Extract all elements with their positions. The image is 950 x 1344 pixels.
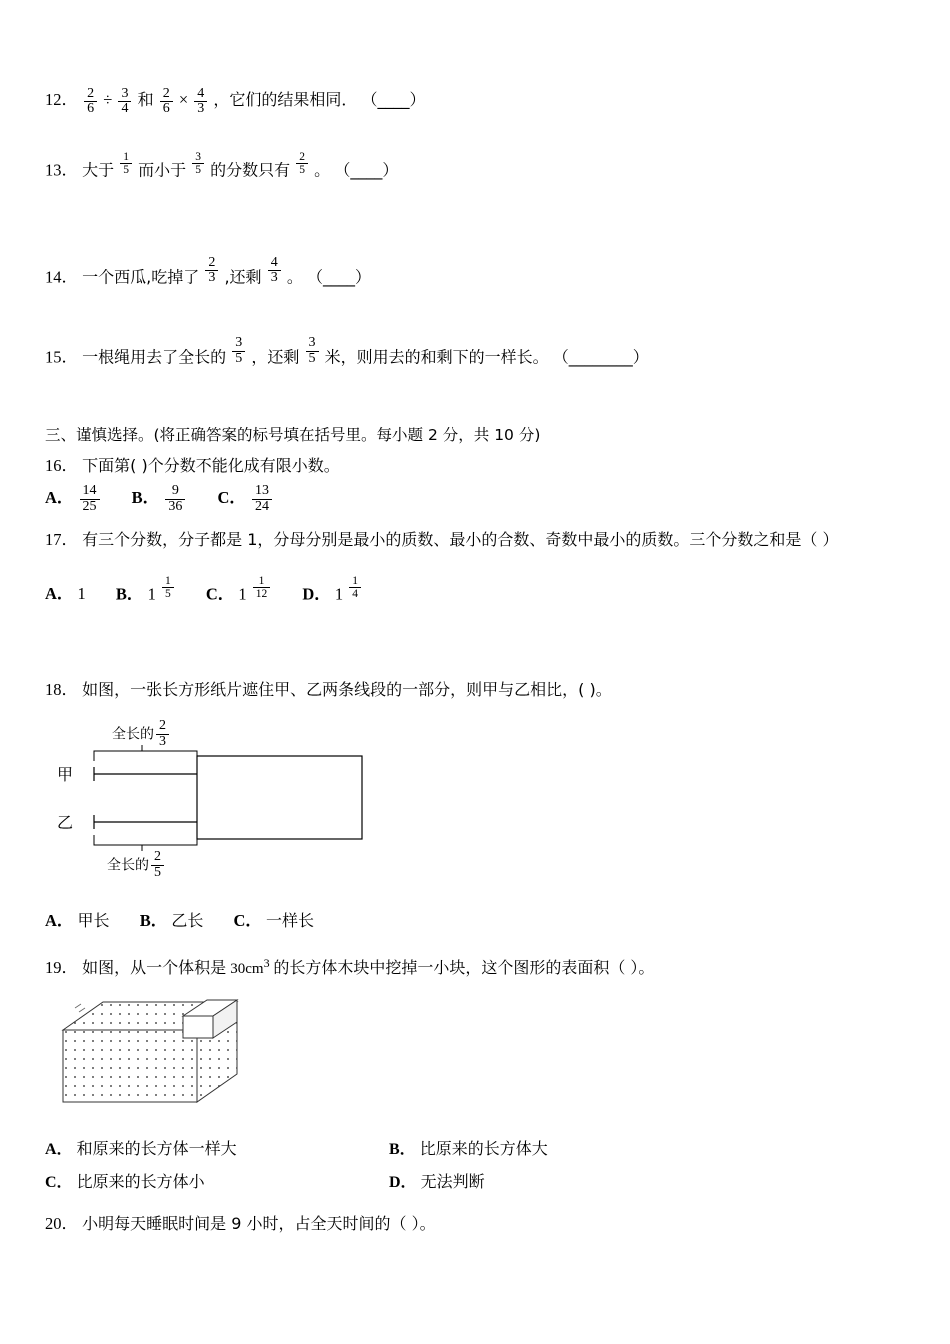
- option-19-c-label: C．: [45, 1174, 73, 1192]
- question-19-stem-a: 如图，从一个体积是: [82, 958, 227, 978]
- fraction-1-5-b: $\frac{1}{5}$: [162, 575, 174, 600]
- option-17-c[interactable]: [206, 575, 272, 612]
- question-15-text-b: ，还剩: [251, 347, 300, 367]
- question-14: [45, 256, 905, 293]
- question-13-line: [45, 151, 905, 186]
- question-18-figure: [57, 719, 457, 884]
- figure-18-svg: [57, 719, 457, 884]
- question-18-number: 18．: [45, 680, 78, 700]
- question-17: [45, 525, 905, 612]
- fraction-3-4: $\frac{3}{4}$: [118, 87, 131, 117]
- question-17-stem: 有三个分数，分子都是 1，分母分别是最小的质数、最小的合数、奇数中最小的质数。三个分数之和是（ ）: [82, 529, 839, 549]
- figure-18-top-label: 全长的 $\frac{2}{3}$: [112, 719, 171, 749]
- figure-19-svg: [55, 994, 285, 1119]
- figure-18-label-jia: 甲: [57, 765, 74, 785]
- fraction-2-3-fig: $\frac{2}{3}$: [156, 719, 169, 749]
- question-18-stem-line: [45, 675, 905, 705]
- option-17-b[interactable]: [116, 575, 176, 612]
- figure-18-label-yi: 乙: [57, 813, 74, 833]
- question-16-options: [45, 481, 905, 515]
- question-18-options: [45, 904, 905, 938]
- fraction-2-6: $\frac{2}{6}$: [84, 87, 97, 117]
- fraction-14-25: $\frac{14}{25}$: [80, 484, 100, 514]
- option-18-b[interactable]: [140, 904, 204, 938]
- operator-divide: ÷: [103, 90, 113, 109]
- question-20-number: 20．: [45, 1214, 78, 1234]
- operator-multiply: ×: [178, 90, 189, 109]
- question-20-stem-line: [45, 1209, 905, 1239]
- option-19-b[interactable]: [389, 1133, 548, 1166]
- option-19-a-label: A．: [45, 1141, 73, 1159]
- option-19-b-label: B．: [389, 1141, 416, 1159]
- question-15-text-a: 一根绳用去了全长的: [82, 347, 227, 367]
- question-13-text-c: 的分数只有: [210, 160, 291, 180]
- question-14-number: 14．: [45, 267, 78, 287]
- question-15-line: [45, 336, 905, 373]
- question-13-answer-blank[interactable]: （____）: [334, 160, 399, 180]
- option-17-b-label: B．: [115, 584, 144, 604]
- option-18-c-label: C．: [233, 911, 262, 931]
- fraction-2-6-b: $\frac{2}{6}$: [160, 87, 173, 117]
- fraction-1-12: $\frac{1}{12}$: [253, 575, 271, 600]
- option-19-c-text: 比原来的长方体小: [76, 1172, 205, 1192]
- option-19-a-text: 和原来的长方体一样大: [76, 1139, 237, 1159]
- question-13-text-b: 而小于: [138, 160, 187, 180]
- option-17-a[interactable]: [45, 577, 86, 611]
- option-17-c-text: 1: [238, 584, 247, 604]
- fraction-1-5: $\frac{1}{5}$: [120, 151, 132, 176]
- question-19-stem-b: 的长方体木块中挖掉一小块，这个图形的表面积（ ）。: [273, 958, 655, 978]
- option-19-a[interactable]: [45, 1133, 385, 1166]
- fraction-3-5: $\frac{3}{5}$: [192, 151, 204, 176]
- question-16: [45, 451, 905, 515]
- fraction-3-5-b: $\frac{3}{5}$: [232, 336, 245, 366]
- volume-exponent: 3: [263, 956, 270, 971]
- question-17-options: [45, 575, 905, 612]
- option-17-a-label: A．: [45, 584, 74, 604]
- option-17-c-label: C．: [205, 584, 235, 604]
- question-14-answer-blank[interactable]: （____）: [306, 267, 371, 287]
- fraction-3-5-c: $\frac{3}{5}$: [306, 336, 319, 366]
- question-13: [45, 151, 905, 186]
- question-19-figure: [55, 994, 285, 1119]
- option-19-d[interactable]: [389, 1166, 485, 1199]
- question-17-number: 17．: [45, 529, 78, 549]
- option-19-d-text: 无法判断: [420, 1172, 485, 1192]
- option-18-a[interactable]: [45, 904, 110, 938]
- question-15-answer-blank[interactable]: （________）: [552, 347, 649, 367]
- fraction-13-24: $\frac{13}{24}$: [252, 484, 272, 514]
- figure-18-bottom-label: 全长的 $\frac{2}{5}$: [107, 850, 166, 880]
- question-19-stem-line: [45, 948, 905, 984]
- fraction-2-5: $\frac{2}{5}$: [296, 151, 308, 176]
- question-14-line: [45, 256, 905, 293]
- question-13-text-d: 。: [314, 160, 331, 180]
- question-16-stem: 下面第( )个分数不能化成有限小数。: [82, 455, 340, 475]
- question-14-text-c: 。: [286, 267, 303, 287]
- question-15-text-c: 米，则用去的和剩下的一样长。: [324, 347, 549, 367]
- fraction-2-5-fig: $\frac{2}{5}$: [151, 850, 164, 880]
- option-17-b-text: 1: [147, 584, 156, 604]
- option-16-c[interactable]: [217, 481, 274, 515]
- question-16-stem-line: [45, 451, 905, 481]
- question-15: [45, 336, 905, 373]
- option-18-c[interactable]: [233, 904, 314, 938]
- option-19-b-text: 比原来的长方体大: [419, 1139, 548, 1159]
- fraction-4-3: $\frac{4}{3}$: [194, 87, 207, 117]
- question-13-text-a: 大于: [82, 160, 115, 180]
- option-18-c-text: 一样长: [266, 911, 315, 931]
- option-17-d-label: D．: [302, 584, 331, 604]
- question-18-stem: 如图，一张长方形纸片遮住甲、乙两条线段的一部分，则甲与乙相比，( )。: [82, 680, 612, 700]
- option-19-d-label: D．: [389, 1174, 417, 1192]
- question-19-options-row-2: [45, 1166, 905, 1199]
- option-18-a-label: A．: [45, 911, 74, 931]
- option-16-b-label: B．: [131, 487, 160, 507]
- question-14-text-a: 一个西瓜,吃掉了: [82, 267, 200, 287]
- fraction-2-3: $\frac{2}{3}$: [205, 256, 218, 286]
- option-16-a[interactable]: [45, 481, 102, 515]
- question-12: [45, 85, 905, 117]
- question-15-number: 15．: [45, 347, 78, 367]
- question-18: [45, 675, 905, 938]
- option-16-c-label: C．: [217, 487, 246, 507]
- question-12-answer-blank[interactable]: （____）: [361, 90, 426, 109]
- question-12-text: ，它们的结果相同．: [213, 90, 358, 109]
- option-17-a-text: 1: [77, 584, 86, 604]
- question-19-options-row-1: [45, 1133, 905, 1166]
- question-19-number: 19．: [45, 958, 78, 978]
- question-20: [45, 1209, 905, 1239]
- fraction-1-4: $\frac{1}{4}$: [349, 575, 361, 600]
- question-12-line: [45, 85, 905, 117]
- question-13-number: 13．: [45, 160, 78, 180]
- question-17-stem-line: [45, 525, 905, 555]
- question-12-number: 12．: [45, 90, 78, 109]
- option-18-b-text: 乙长: [171, 911, 204, 931]
- fraction-9-36: $\frac{9}{36}$: [165, 484, 185, 514]
- question-16-number: 16．: [45, 455, 78, 475]
- connector-and: 和: [137, 90, 154, 109]
- question-14-text-b: ,还剩: [224, 267, 262, 287]
- option-17-d[interactable]: [302, 575, 363, 612]
- page-content: [45, 85, 905, 1239]
- option-17-d-text: 1: [334, 584, 344, 604]
- fraction-4-3-b: $\frac{4}{3}$: [268, 256, 281, 286]
- question-19: [45, 948, 905, 1199]
- option-16-b[interactable]: [132, 481, 188, 515]
- section-three-title: 三、谨慎选择。(将正确答案的标号填在括号里。每小题 2 分，共 10 分): [45, 425, 541, 444]
- option-19-c[interactable]: [45, 1166, 385, 1199]
- option-16-a-label: A．: [45, 487, 74, 507]
- option-18-b-label: B．: [139, 911, 168, 931]
- option-18-a-text: 甲长: [77, 911, 110, 931]
- question-20-stem: 小明每天睡眠时间是 9 小时，占全天时间的（ ）。: [82, 1214, 436, 1234]
- question-19-volume: $30cm^3$: [230, 956, 270, 978]
